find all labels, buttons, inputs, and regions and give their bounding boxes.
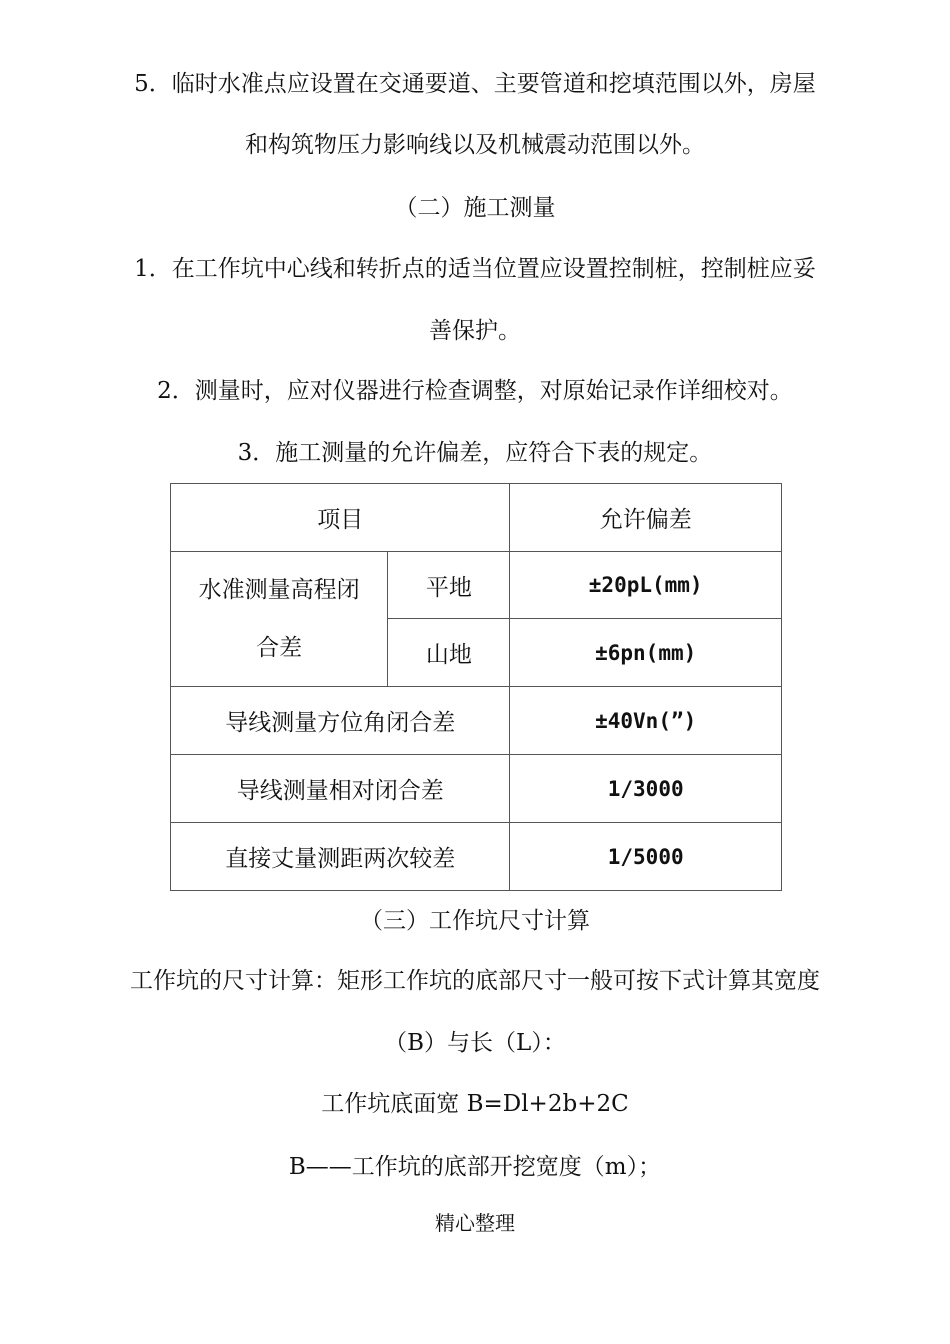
paragraph-3: 3．施工测量的允许偏差，应符合下表的规定。 xyxy=(237,440,713,466)
relative-value-cell: 1/3000 xyxy=(510,755,782,823)
header-tolerance-cell: 允许偏差 xyxy=(510,484,782,552)
flat-label-cell: 平地 xyxy=(388,552,510,619)
leveling-label-line2: 合差 xyxy=(256,635,303,661)
leveling-label-cell xyxy=(171,552,388,687)
mountain-value-cell: ±6pn(mm) xyxy=(510,619,782,687)
azimuth-label-cell: 导线测量方位角闭合差 xyxy=(171,687,510,755)
table-header-row xyxy=(171,484,782,552)
section-heading-survey: （二）施工测量 xyxy=(394,195,556,221)
calc-paragraph-line2: （B）与长（L）： xyxy=(384,1030,566,1056)
paragraph-5-line1: 5．临时水准点应设置在交通要道、主要管道和挖填范围以外，房屋 xyxy=(134,71,816,97)
table-row xyxy=(171,755,782,823)
header-item-cell: 项目 xyxy=(171,484,510,552)
table-row xyxy=(171,552,782,619)
azimuth-value-cell: ±40Vn(”) xyxy=(510,687,782,755)
paragraph-5-line2: 和构筑物压力影响线以及机械震动范围以外。 xyxy=(245,132,705,158)
formula-line: 工作坑底面宽 B=Dl+2b+2C xyxy=(321,1091,629,1117)
paragraph-1-line2: 善保护。 xyxy=(429,318,521,344)
mountain-label-cell: 山地 xyxy=(388,619,510,687)
tape-label-cell: 直接丈量测距两次较差 xyxy=(171,823,510,891)
paragraph-2: 2．测量时，应对仪器进行检查调整，对原始记录作详细校对。 xyxy=(157,378,793,404)
calc-paragraph-line1: 工作坑的尺寸计算：矩形工作坑的底部尺寸一般可按下式计算其宽度 xyxy=(130,968,820,994)
leveling-label-line1: 水准测量高程闭 xyxy=(198,577,360,603)
table-row xyxy=(171,823,782,891)
paragraph-1-line1: 1．在工作坑中心线和转折点的适当位置应设置控制桩，控制桩应妥 xyxy=(134,256,816,282)
section-heading-pit-size: （三）工作坑尺寸计算 xyxy=(360,908,590,934)
tape-value-cell: 1/5000 xyxy=(510,823,782,891)
tolerance-table xyxy=(170,483,782,891)
page-footer: 精心整理 xyxy=(435,1211,515,1235)
table-row xyxy=(171,687,782,755)
relative-label-cell: 导线测量相对闭合差 xyxy=(171,755,510,823)
flat-value-cell: ±20pL(mm) xyxy=(510,552,782,619)
definition-line: B——工作坑的底部开挖宽度（m）； xyxy=(288,1154,662,1180)
